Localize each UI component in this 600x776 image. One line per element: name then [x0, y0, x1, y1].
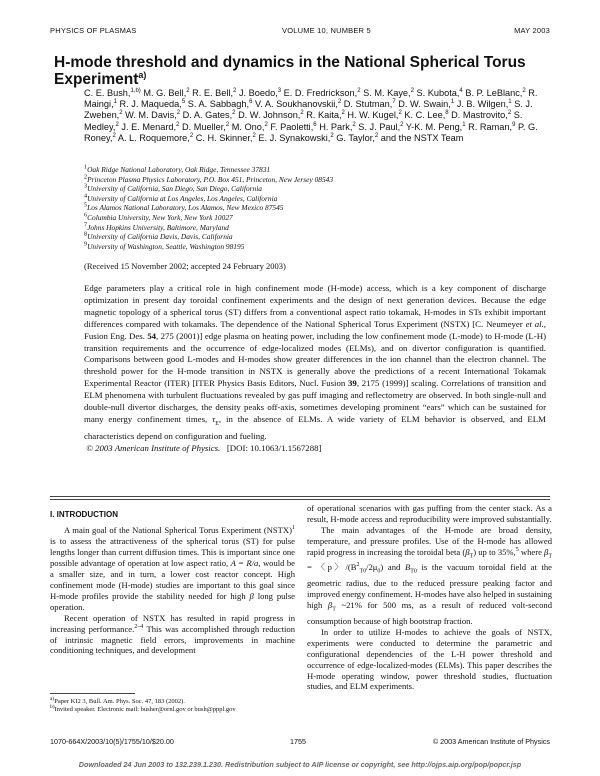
footnote-rule — [50, 693, 135, 694]
footnote-b: $^{b)}$Invited speaker. Electronic mail: busher@ornl.gov or bush@pppl.gov — [50, 704, 236, 714]
issue-date: MAY 2003 — [514, 26, 550, 35]
author: E. J. Synakowski,$^2$ — [258, 132, 334, 143]
volume-info: VOLUME 10, NUMBER 5 — [282, 26, 371, 35]
author: F. Paoletti,$^6$ — [270, 121, 317, 132]
right-paragraph-1: The main advantages of the H-mode are broad density, temperature, and pressure profiles. Use of the H-mode has allowed rapid progress in increasing the toroidal beta $(\beta_T)$ up to 35%,$^5$ where $\beta_T$ = 〈p〉$/(B^2_{T0}/2\mu_0)$ and $B_{T0}$ is the vacuum toroidal field at the geometric radius, due to the reduced pressure peaking factor and improved energy confinement. H-modes have also helped in sustaining high $\beta_T$ ~21% for 500 ms, as a result of reduced volt-second consumption because of high bootstrap fraction. — [307, 524, 552, 626]
affiliation: $^9$University of Washington, Seattle, Washington 98195 — [84, 241, 245, 251]
author: R. E. Bell,$^2$ — [192, 87, 237, 98]
author: J. B. Wilgen,$^1$ — [456, 99, 512, 110]
doi[interactable]: [DOI: 10.1063/1.1567288] — [226, 442, 322, 453]
author: S. Kubota,$^4$ — [416, 87, 463, 98]
footnote-a: $^{a)}$Paper KI2 3, Bull. Am. Phys. Soc. 47, 183 (2002). — [50, 695, 185, 705]
received-date: (Received 15 November 2002; accepted 24 February 2003) — [84, 261, 286, 271]
right-paragraph-0: of operational scenarios with gas puffing from the center stack. As a result, H-mode access and reproducibility were improved substantially. — [307, 503, 552, 524]
author: H. Park,$^2$ — [319, 121, 356, 132]
author: C. E. Bush,$^{1,b)}$ — [84, 87, 141, 98]
author: A. L. Roquemore,$^2$ — [117, 132, 194, 143]
abstract-divider-second — [50, 499, 550, 500]
paper-title: H-mode threshold and dynamics in the National Spherical Torus Experiment$^{a)}$ — [54, 54, 526, 88]
author: D. Mastrovito,$^2$ — [451, 110, 512, 121]
author: S. Medley,$^2$ — [84, 110, 523, 132]
author: K. C. Lee,$^8$ — [404, 110, 449, 121]
right-column — [307, 503, 552, 692]
author: R. Raman,$^9$ — [468, 121, 516, 132]
footer-issn: 1070-664X/2003/10(5)/1755/10/$20.00 — [50, 737, 174, 746]
author-list — [84, 88, 544, 144]
affiliation-list — [84, 165, 544, 251]
author: D. W. Johnson,$^2$ — [238, 110, 304, 121]
download-notice[interactable]: Downloaded 24 Jun 2003 to 132.239.1.230. Redistribution subject to AIP license or copyright, see http://ojps.aip.org/pop/popcr.jsp — [78, 760, 522, 769]
author: D. Stutman,$^7$ — [343, 99, 396, 110]
right-paragraph-2: In order to utilize H-modes to achieve the goals of NSTX, experiments were conducted to determine the parametric and configurational dependencies of the L-H power threshold and occurrence of edge-localized-modes (ELMs). This paper describes the H-mode operating window, power threshold studies, fluctuation studies, and ELM experiments. — [307, 626, 552, 692]
intro-paragraph-2: Recent operation of NSTX has resulted in rapid progress in increasing performance.$^{2-4}$ This was accomplished through reduction of intrinsic magnetic field errors, improvements in machine conditioning techniques, and development — [50, 612, 295, 656]
author: D. Mueller,$^2$ — [181, 121, 230, 132]
author: S. J. Zweben,$^2$ — [84, 99, 533, 121]
author: E. D. Fredrickson,$^2$ — [283, 87, 361, 98]
affiliation: $^5$Los Alamos National Laboratory, Los Alamos, New Mexico 87545 — [84, 202, 284, 213]
author: S. A. Sabbagh,$^6$ — [187, 99, 253, 110]
section-heading: I. INTRODUCTION — [50, 510, 118, 519]
footer-copyright: © 2003 American Institute of Physics — [432, 737, 550, 746]
author: S. J. Paul,$^2$ — [358, 121, 404, 132]
affiliation: $^4$University of California at Los Angeles, Los Angeles, California — [84, 193, 278, 203]
author: R. J. Maqueda,$^5$ — [119, 99, 186, 110]
author: G. Taylor,$^2$ — [336, 132, 379, 143]
affiliation: $^1$Oak Ridge National Laboratory, Oak Ridge, Tennessee 37831 — [84, 164, 271, 174]
author: D. W. Swain,$^1$ — [398, 99, 455, 110]
author: W. M. Davis,$^2$ — [125, 110, 181, 121]
affiliation: $^7$Johns Hopkins University, Baltimore, Maryland — [84, 222, 229, 232]
author: J. E. Menard,$^2$ — [121, 121, 180, 132]
author: R. Maingi,$^1$ — [84, 88, 538, 110]
author: D. A. Gates,$^2$ — [182, 110, 236, 121]
affiliation: $^2$Princeton Plasma Physics Laboratory, P.O. Box 451, Princeton, New Jersey 08543 — [84, 174, 334, 184]
affiliation: $^6$Columbia University, New York, New York 10027 — [84, 212, 233, 222]
author: V. A. Soukhanovskii,$^2$ — [254, 99, 342, 110]
author: and the NSTX Team — [380, 132, 464, 143]
author: P. G. Roney,$^2$ — [84, 121, 538, 143]
footnotes — [50, 695, 295, 715]
author: J. Boedo,$^3$ — [238, 87, 282, 98]
copyright-notice: © 2003 American Institute of Physics. — [86, 442, 221, 453]
affiliation: $^3$University of California, San Diego, San Diego, California — [84, 183, 262, 194]
author: S. M. Kaye,$^2$ — [363, 87, 414, 98]
author: M. Ono,$^2$ — [231, 121, 268, 132]
page-number: 1755 — [290, 737, 306, 746]
affiliation: $^8$University of California Davis, Davis, California — [84, 231, 233, 242]
author: C. H. Skinner,$^2$ — [195, 132, 256, 143]
abstract-divider — [50, 496, 550, 497]
author: H. W. Kugel,$^2$ — [347, 110, 402, 121]
author: R. Kaita,$^2$ — [306, 110, 345, 121]
author: M. G. Bell,$^2$ — [143, 87, 190, 98]
intro-paragraph-1: A main goal of the National Spherical Torus Experiment (NSTX)$^1$ is to assess the attractiveness of the spherical torus (ST) for pulse lengths longer than current diffusion times. This is important since one possible advantage of operation at low aspect ratio, A = R/a, would be a smaller size, and in turn, a lower cost reactor concept. High confinement mode (H-mode) studies are important to this goal since H-mode profiles provide the stability needed for high β long pulse operation. — [50, 525, 295, 612]
title-footnote-mark: a) — [138, 69, 147, 80]
abstract: Edge parameters play a critical role in high confinement mode (H-mode) access, which is a key component of discharge optimization in present day toroidal confinement experiments and the design of next generation devices. Because the edge magnetic topology of a spherical torus (ST) differs from a conventional aspect ratio tokamak, H-modes in STs exhibit important differences compared with tokamaks. The dependence of the National Spherical Torus Experiment (NSTX) [C. Neumeyer et al., Fusion Eng. Des. 54, 275 (2001)] edge plasma on heating power, including the low confinement mode (L-mode) to H-mode (L-H) transition requirements and the occurrence of edge-localized modes (ELMs), and on divertor configuration is quantified. Comparisons between good L-modes and H-modes show greater differences in the ion channel than the electron channel. The threshold power for the H-mode transition in NSTX is generally above the predictions of a recent International Tokamak Experimental Reactor (ITER) [ITER Physics Basis Editors, Nucl. Fusion 39, 2175 (1999)] scaling. Correlations of transition and ELM phenomena with turbulent fluctuations revealed by gas puff imaging and reflectometry are observed. In both single-null and double-null divertor discharges, the density peaks off-axis, sometimes developing prominent “ears” which can be sustained for many energy confinement times, $\tau_E$, in the absence of ELMs. A wide variety of ELM behavior is observed, and ELM characteristics depend on configuration and fueling. © 2003 American Institute of Physics. [DOI: 10.1063/1.1567288] — [84, 283, 547, 453]
journal-name: PHYSICS OF PLASMAS — [50, 26, 137, 35]
author: Y-K. M. Peng,$^1$ — [405, 121, 466, 132]
left-column — [50, 525, 295, 656]
author: B. P. LeBlanc,$^2$ — [465, 87, 526, 98]
